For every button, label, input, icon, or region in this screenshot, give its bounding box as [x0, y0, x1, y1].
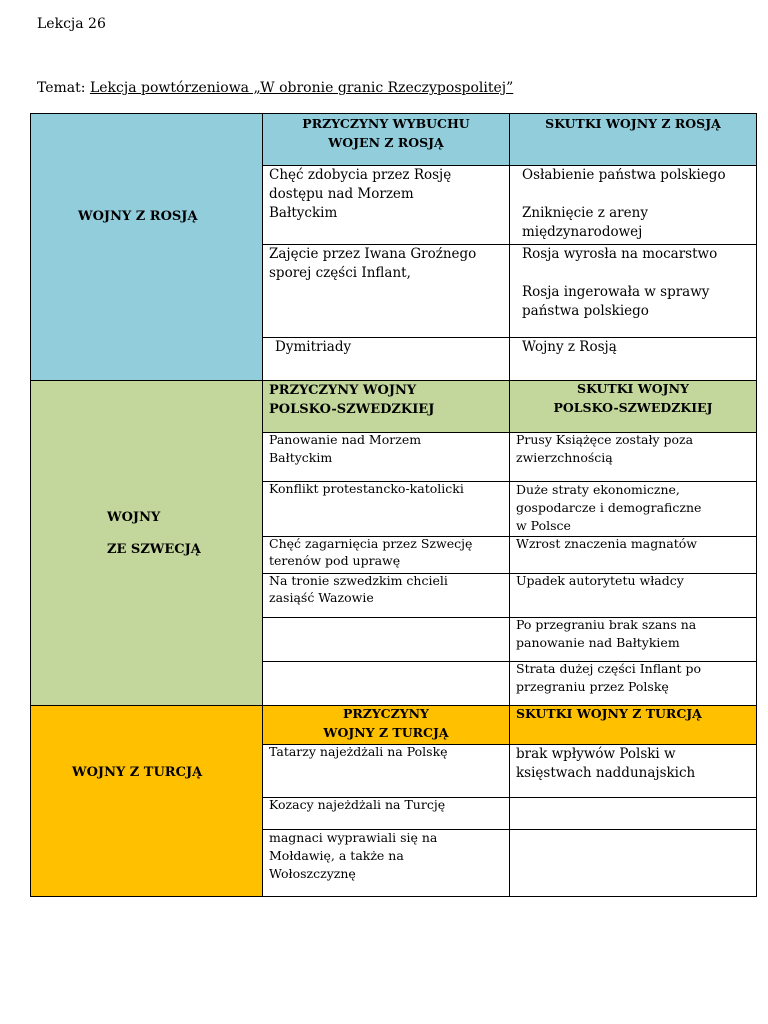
table-cell — [262, 661, 510, 706]
table-cell — [509, 829, 757, 897]
table-cell — [262, 337, 510, 381]
russia-cause-2: Zajęcie przez Iwana Groźnego sporej części Inflant, — [269, 246, 477, 281]
sweden-effect-2: Duże straty ekonomiczne, gospodarcze i demograficzne w Polsce — [516, 482, 702, 533]
turkey-section-label: WOJNY Z TURCJĄ — [72, 765, 203, 780]
table-cell — [509, 432, 757, 482]
table-cell — [509, 661, 757, 706]
sweden-causes-header: PRZYCZYNY WOJNY POLSKO-SZWEDZKIEJ — [269, 383, 435, 417]
sweden-cause-2: Konflikt protestancko-katolicki — [269, 481, 464, 496]
table-cell — [509, 337, 757, 381]
table-cell — [509, 617, 757, 662]
table-cell — [509, 536, 757, 574]
sweden-effect-6: Strata dużej części Inflant po przegraniu przez Polskę — [516, 661, 702, 694]
table-cell — [509, 744, 757, 798]
table-cell — [262, 481, 510, 537]
russia-section-label-cell — [30, 113, 263, 381]
sweden-effect-5: Po przegraniu brak szans na panowanie nad Bałtykiem — [516, 617, 697, 650]
table-cell — [262, 573, 510, 618]
russia-effect-2: Rosja wyrosła na mocarstwo Rosja ingerowała w sprawy państwa polskiego — [522, 246, 718, 319]
sweden-section-label-line2: ZE SZWECJĄ — [107, 542, 201, 557]
turkey-effect-1: brak wpływów Polski w księstwach naddunajskich — [516, 746, 696, 781]
russia-effects-header-cell — [509, 113, 757, 166]
sweden-effects-header-cell — [509, 380, 757, 433]
turkey-cause-3: magnaci wyprawiali się na Mołdawię, a także na Wołoszczyznę — [269, 830, 438, 881]
sweden-effects-header: SKUTKI WOJNY POLSKO-SZWEDZKIEJ — [553, 381, 713, 415]
table-cell — [509, 165, 757, 245]
topic-prefix: Temat: — [37, 80, 90, 96]
table-cell — [509, 573, 757, 618]
sweden-effect-3: Wzrost znaczenia magnatów — [516, 536, 697, 551]
topic-title: Lekcja powtórzeniowa „W obronie granic Rzeczypospolitej” — [89, 80, 514, 96]
table-cell — [262, 829, 510, 897]
table-cell — [509, 244, 757, 338]
sweden-cause-3: Chęć zagarnięcia przez Szwecję terenów pod uprawę — [269, 536, 473, 568]
turkey-effects-header-cell — [509, 705, 757, 745]
sweden-section-label-line1: WOJNY — [107, 510, 161, 525]
table-cell — [262, 165, 510, 245]
turkey-effects-header: SKUTKI WOJNY Z TURCJĄ — [516, 706, 702, 721]
table-cell — [262, 536, 510, 574]
russia-effects-header: SKUTKI WOJNY Z ROSJĄ — [545, 116, 721, 131]
russia-effect-3: Wojny z Rosją — [522, 339, 617, 355]
sweden-effect-4: Upadek autorytetu władcy — [516, 573, 684, 588]
table-cell — [262, 744, 510, 798]
russia-causes-header-cell — [262, 113, 510, 166]
russia-section-label: WOJNY Z ROSJĄ — [78, 209, 198, 224]
russia-effect-1: Osłabienie państwa polskiego Zniknięcie z areny międzynarodowej — [522, 167, 726, 240]
russia-cause-1: Chęć zdobycia przez Rosję dostępu nad Morzem Bałtyckim — [269, 167, 452, 221]
table-cell — [262, 617, 510, 662]
sweden-effect-1: Prusy Książęce zostały poza zwierzchnością — [516, 432, 694, 465]
sweden-cause-4: Na tronie szwedzkim chcieli zasiąść Wazowie — [269, 573, 448, 605]
sweden-causes-header-cell — [262, 380, 510, 433]
table-cell — [262, 244, 510, 338]
turkey-section-label-cell — [30, 705, 263, 897]
turkey-cause-1: Tatarzy najeżdżali na Polskę — [269, 744, 448, 759]
sweden-cause-1: Panowanie nad Morzem Bałtyckim — [269, 432, 422, 465]
russia-causes-header: PRZYCZYNY WYBUCHU WOJEN Z ROSJĄ — [302, 116, 470, 150]
turkey-cause-2: Kozacy najeżdżali na Turcję — [269, 797, 446, 812]
turkey-causes-header: PRZYCZYNY WOJNY Z TURCJĄ — [323, 706, 449, 740]
table-cell — [262, 797, 510, 830]
table-cell — [262, 432, 510, 482]
table-cell — [509, 797, 757, 830]
turkey-causes-header-cell — [262, 705, 510, 745]
sweden-section-label-cell — [30, 380, 263, 706]
table-cell — [509, 481, 757, 537]
lesson-number: Lekcja 26 — [37, 16, 106, 32]
russia-cause-3: Dymitriady — [275, 339, 352, 355]
